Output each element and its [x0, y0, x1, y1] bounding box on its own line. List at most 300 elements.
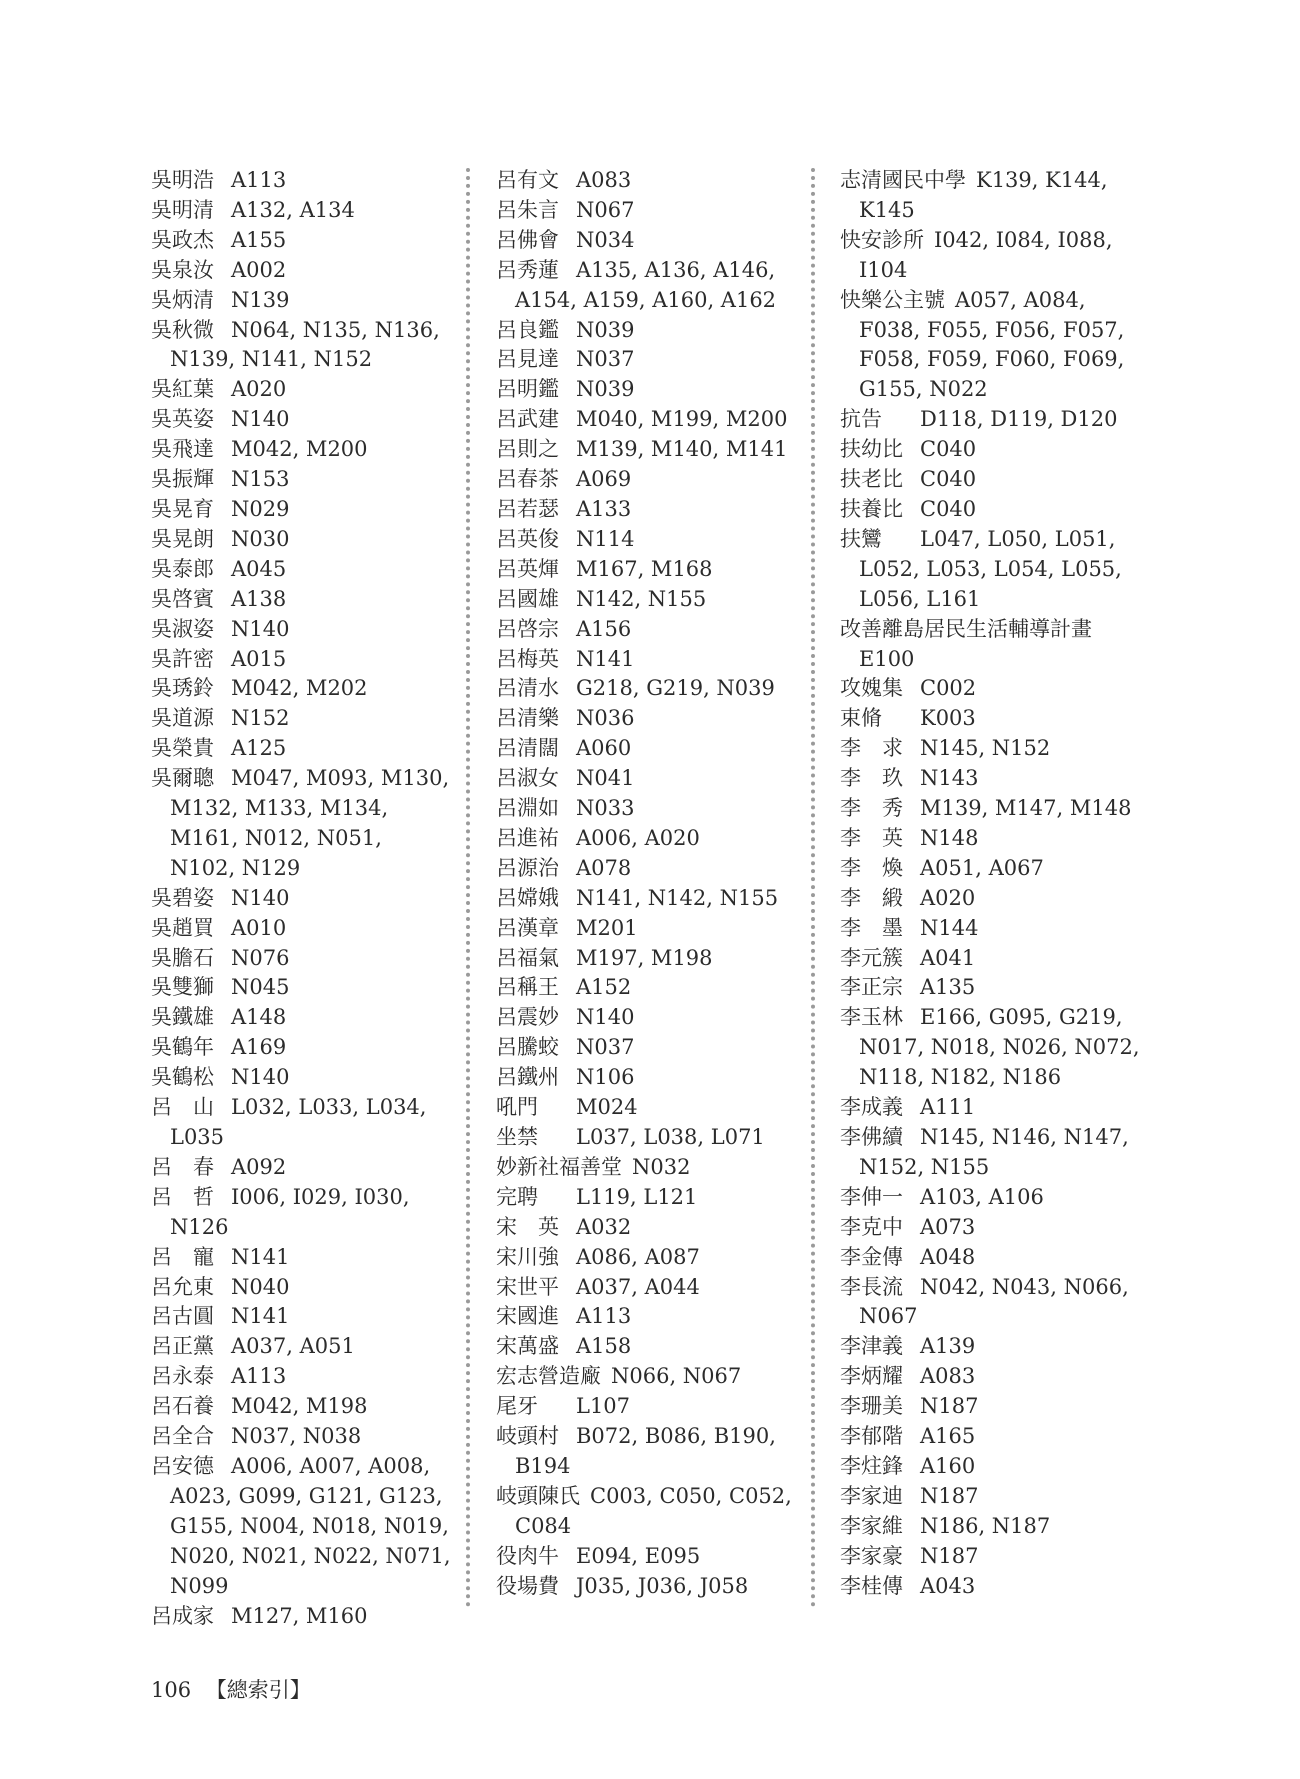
index-refs: J035, J036, J058	[576, 1573, 749, 1598]
index-refs: N187	[920, 1543, 979, 1568]
index-refs: D118, D119, D120	[920, 407, 1118, 432]
index-term: 抗告	[840, 407, 882, 432]
index-term: 吳晃朗	[151, 526, 214, 551]
index-term: 呂 哲	[151, 1184, 214, 1209]
index-entry	[151, 914, 451, 944]
index-term: 李正宗	[840, 975, 903, 1000]
index-entry	[151, 704, 451, 734]
index-term: 李炳耀	[840, 1364, 903, 1389]
index-term: 李 玖	[840, 766, 903, 791]
index-refs: A165	[920, 1424, 976, 1449]
index-refs: N041	[576, 766, 635, 791]
index-refs: A015	[231, 646, 287, 671]
index-term: 吳英姿	[151, 407, 214, 432]
index-refs: A037, A051	[231, 1334, 355, 1359]
index-entry	[496, 495, 796, 525]
index-refs: A045	[231, 556, 287, 581]
index-term: 吳琇鈴	[151, 676, 214, 701]
index-term: 吳振輝	[151, 467, 214, 492]
index-entry	[496, 226, 796, 256]
index-refs: A113	[231, 1364, 287, 1389]
index-entry	[151, 465, 451, 495]
index-refs: N141, N142, N155	[576, 885, 779, 910]
index-term: 快安診所	[840, 227, 924, 252]
index-term: 宋萬盛	[496, 1334, 559, 1359]
index-entry	[496, 854, 796, 884]
index-term: 吳紅葉	[151, 377, 214, 402]
index-refs: A041	[920, 945, 976, 970]
index-entry	[496, 704, 796, 734]
index-refs: N114	[576, 526, 635, 551]
index-entry	[496, 375, 796, 405]
index-refs: N067	[576, 197, 635, 222]
index-entry	[151, 734, 451, 764]
index-refs: A083	[576, 168, 632, 192]
index-term: 呂騰蛟	[496, 1035, 559, 1060]
index-entry	[840, 794, 1140, 824]
index-entry	[151, 1273, 451, 1303]
index-term: 吳泰郎	[151, 556, 214, 581]
index-entry	[840, 854, 1140, 884]
index-entry	[151, 405, 451, 435]
index-term: 李長流	[840, 1274, 903, 1299]
index-term: 呂成家	[151, 1603, 214, 1628]
index-entry	[496, 256, 796, 316]
index-term: 李津義	[840, 1334, 903, 1359]
index-refs: N029	[231, 496, 290, 521]
index-term: 呂則之	[496, 437, 559, 462]
index-entry	[840, 1003, 1140, 1093]
index-refs: N033	[576, 796, 635, 821]
index-term: 尾牙	[496, 1394, 538, 1419]
index-term: 呂震妙	[496, 1005, 559, 1030]
index-term: 岐頭陳氏	[496, 1483, 580, 1508]
index-entry	[496, 1183, 796, 1213]
index-term: 快樂公主號	[840, 287, 945, 312]
index-entry	[151, 256, 451, 286]
index-entry	[840, 1542, 1140, 1572]
index-term: 扶養比	[840, 496, 903, 521]
index-entry	[496, 435, 796, 465]
index-term: 呂若瑟	[496, 496, 559, 521]
index-entry	[840, 1362, 1140, 1392]
index-term: 吳啓賓	[151, 586, 214, 611]
index-refs: N040	[231, 1274, 290, 1299]
index-entry	[496, 914, 796, 944]
index-entry	[496, 1542, 796, 1572]
index-term: 呂嫦娥	[496, 885, 559, 910]
index-refs: M127, M160	[231, 1603, 368, 1628]
index-refs: A132, A134	[231, 197, 355, 222]
index-entry	[840, 1452, 1140, 1482]
index-refs: A125	[231, 736, 287, 761]
index-refs: N153	[231, 467, 290, 492]
index-refs: N140	[231, 885, 290, 910]
index-refs: A073	[920, 1214, 976, 1239]
index-term: 呂正黨	[151, 1334, 214, 1359]
index-term: 吳鶴年	[151, 1035, 214, 1060]
index-term: 呂永泰	[151, 1364, 214, 1389]
index-term: 吳泉汝	[151, 257, 214, 282]
index-refs: N148	[920, 825, 979, 850]
index-entry	[496, 465, 796, 495]
index-refs: N145, N146, N147, N152, N155	[859, 1125, 1129, 1179]
index-refs: M047, M093, M130, M132, M133, M134, M161, N012, N051, N102, N129	[170, 766, 450, 880]
index-refs: N032	[632, 1154, 691, 1179]
index-refs: N030	[231, 526, 290, 551]
index-term: 呂鐵州	[496, 1065, 559, 1090]
index-term: 呂進祐	[496, 825, 559, 850]
index-entry	[151, 435, 451, 465]
index-term: 呂源治	[496, 855, 559, 880]
index-refs: A020	[920, 885, 976, 910]
index-refs: I042, I084, I088, I104	[859, 227, 1113, 282]
index-term: 吳淑姿	[151, 616, 214, 641]
index-entry	[151, 674, 451, 704]
index-entry	[151, 1003, 451, 1033]
index-refs: L032, L033, L034, L035	[170, 1095, 427, 1149]
index-term: 役場費	[496, 1573, 559, 1598]
index-refs: N037	[576, 1035, 635, 1060]
index-entry	[496, 1273, 796, 1303]
index-column-2	[496, 166, 796, 1602]
index-entry	[496, 1302, 796, 1332]
index-refs: A103, A106	[920, 1184, 1044, 1209]
index-entry	[840, 495, 1140, 525]
index-entry	[151, 495, 451, 525]
index-entry	[496, 196, 796, 226]
index-term: 吳道源	[151, 706, 214, 731]
index-term: 宋國進	[496, 1304, 559, 1329]
index-term: 呂淑女	[496, 766, 559, 791]
index-term: 呂梅英	[496, 646, 559, 671]
index-term: 李桂傳	[840, 1573, 903, 1598]
index-term: 呂見達	[496, 347, 559, 372]
index-entry	[496, 645, 796, 675]
index-term: 呂稱王	[496, 975, 559, 1000]
index-entry	[496, 1422, 796, 1482]
index-term: 吳榮貴	[151, 736, 214, 761]
index-refs: N140	[231, 407, 290, 432]
index-refs: M139, M147, M148	[920, 796, 1132, 821]
index-entry	[151, 1332, 451, 1362]
index-refs: A111	[920, 1095, 976, 1120]
index-refs: M167, M168	[576, 556, 713, 581]
index-entry	[840, 1273, 1140, 1333]
index-refs: A113	[231, 168, 287, 192]
index-entry	[151, 196, 451, 226]
index-refs: N187	[920, 1394, 979, 1419]
index-refs: L119, L121	[576, 1184, 698, 1209]
index-term: 呂春茶	[496, 467, 559, 492]
index-term: 宋 英	[496, 1214, 559, 1239]
index-term: 李 秀	[840, 796, 903, 821]
index-term: 李 求	[840, 736, 903, 761]
index-entry	[840, 1512, 1140, 1542]
index-term: 李伸一	[840, 1184, 903, 1209]
index-refs: N141	[231, 1244, 290, 1269]
index-refs: A051, A067	[920, 855, 1044, 880]
index-entry	[151, 1392, 451, 1422]
page-number: 106	[151, 1678, 192, 1702]
index-entry	[840, 1482, 1140, 1512]
index-entry	[496, 405, 796, 435]
index-refs: A020	[231, 377, 287, 402]
index-entry	[496, 1392, 796, 1422]
index-term: 李珊美	[840, 1394, 903, 1419]
index-term: 吳碧姿	[151, 885, 214, 910]
index-refs: C040	[920, 467, 977, 492]
index-term: 呂朱言	[496, 197, 559, 222]
index-entry	[496, 764, 796, 794]
index-entry	[840, 435, 1140, 465]
index-entry	[151, 1063, 451, 1093]
index-refs: N141	[231, 1304, 290, 1329]
index-column-1	[151, 166, 451, 1631]
index-term: 呂佛會	[496, 227, 559, 252]
index-entry	[151, 585, 451, 615]
index-entry	[151, 884, 451, 914]
index-entry	[840, 1093, 1140, 1123]
index-entry	[840, 734, 1140, 764]
index-entry	[840, 1332, 1140, 1362]
index-refs: A060	[576, 736, 632, 761]
index-term: 坐禁	[496, 1125, 538, 1149]
index-entry	[496, 1063, 796, 1093]
index-entry	[496, 555, 796, 585]
index-term: 宋世平	[496, 1274, 559, 1299]
index-refs: M024	[576, 1095, 638, 1120]
index-refs: A002	[231, 257, 287, 282]
index-entry	[840, 226, 1140, 286]
column-divider	[811, 168, 815, 1608]
column-divider	[466, 168, 470, 1608]
index-term: 呂清樂	[496, 706, 559, 731]
index-term: 呂福氣	[496, 945, 559, 970]
index-term: 吳政杰	[151, 227, 214, 252]
index-refs: A152	[576, 975, 632, 1000]
index-term: 役肉牛	[496, 1543, 559, 1568]
index-refs: C002	[920, 676, 977, 701]
index-term: 李佛續	[840, 1125, 903, 1149]
index-entry	[496, 674, 796, 704]
index-term: 呂英煇	[496, 556, 559, 581]
index-entry	[496, 1003, 796, 1033]
index-refs: L047, L050, L051, L052, L053, L054, L055, L056, L161	[859, 526, 1122, 611]
index-term: 扶老比	[840, 467, 903, 492]
index-term: 吳明清	[151, 197, 214, 222]
index-term: 李金傳	[840, 1244, 903, 1269]
index-refs: A006, A020	[576, 825, 700, 850]
index-entry	[840, 973, 1140, 1003]
index-term: 扶幼比	[840, 437, 903, 462]
index-entry	[496, 1093, 796, 1123]
index-entry	[840, 615, 1140, 675]
index-refs: N144	[920, 915, 979, 940]
index-term: 吳鶴松	[151, 1065, 214, 1090]
index-term: 岐頭村	[496, 1424, 559, 1449]
index-refs: L107	[576, 1394, 631, 1419]
index-entry	[840, 1123, 1140, 1183]
index-entry	[840, 1213, 1140, 1243]
index-entry	[840, 286, 1140, 406]
index-entry	[496, 316, 796, 346]
index-term: 李家豪	[840, 1543, 903, 1568]
index-refs: A135, A136, A146, A154, A159, A160, A162	[515, 257, 777, 312]
index-refs: A160	[920, 1453, 976, 1478]
index-entry	[151, 615, 451, 645]
index-term: 吳鐵雄	[151, 1005, 214, 1030]
index-refs: A139	[920, 1334, 976, 1359]
index-refs: N039	[576, 317, 635, 342]
index-refs: K003	[920, 706, 976, 731]
index-entry	[496, 345, 796, 375]
index-refs: A092	[231, 1154, 287, 1179]
index-term: 呂清闊	[496, 736, 559, 761]
index-refs: C040	[920, 437, 977, 462]
index-refs: N141	[576, 646, 635, 671]
index-entry	[840, 704, 1140, 734]
index-refs: A148	[231, 1005, 287, 1030]
index-entry	[496, 824, 796, 854]
index-entry	[496, 1572, 796, 1602]
index-entry	[496, 615, 796, 645]
index-term: 呂明鑑	[496, 377, 559, 402]
index-refs: N145, N152	[920, 736, 1051, 761]
index-term: 志清國民中學	[840, 168, 966, 192]
index-entry	[840, 1422, 1140, 1452]
index-entry	[151, 555, 451, 585]
index-entry	[840, 1392, 1140, 1422]
index-refs: N140	[231, 1065, 290, 1090]
index-entry	[151, 286, 451, 316]
index-term: 呂 山	[151, 1095, 214, 1120]
index-entry	[151, 226, 451, 256]
index-term: 呂漢章	[496, 915, 559, 940]
index-entry	[496, 1033, 796, 1063]
index-term: 吳膽石	[151, 945, 214, 970]
index-refs: M201	[576, 915, 638, 940]
index-term: 李家維	[840, 1513, 903, 1538]
index-term: 束脩	[840, 706, 882, 731]
index-refs: A155	[231, 227, 287, 252]
index-term: 李 墨	[840, 915, 903, 940]
index-entry	[840, 1572, 1140, 1602]
index-refs: K139, K144, K145	[859, 168, 1108, 222]
index-refs: N076	[231, 945, 290, 970]
index-term: 李元簇	[840, 945, 903, 970]
index-entry	[151, 1153, 451, 1183]
index-term: 呂古圓	[151, 1304, 214, 1329]
index-refs: N039	[576, 377, 635, 402]
index-entry	[840, 465, 1140, 495]
index-entry	[151, 1243, 451, 1273]
index-term: 呂 寵	[151, 1244, 214, 1269]
index-term: 呂石養	[151, 1394, 214, 1419]
index-refs: E094, E095	[576, 1543, 701, 1568]
index-refs: A086, A087	[576, 1244, 700, 1269]
index-entry	[496, 944, 796, 974]
index-refs: A113	[576, 1304, 632, 1329]
index-refs: N140	[231, 616, 290, 641]
index-term: 吳雙獅	[151, 975, 214, 1000]
index-term: 呂全合	[151, 1424, 214, 1449]
index-entry	[151, 1452, 451, 1602]
index-refs: M042, M200	[231, 437, 368, 462]
index-entry	[151, 1302, 451, 1332]
index-term: 吳秋微	[151, 317, 214, 342]
index-entry	[496, 585, 796, 615]
index-refs: N106	[576, 1065, 635, 1090]
index-entry	[151, 375, 451, 405]
index-refs: G218, G219, N039	[576, 676, 775, 701]
index-refs: M040, M199, M200	[576, 407, 788, 432]
index-term: 扶鸞	[840, 526, 882, 551]
index-entry	[840, 525, 1140, 615]
index-term: 李郁階	[840, 1424, 903, 1449]
index-entry	[151, 1362, 451, 1392]
index-entry	[151, 1093, 451, 1153]
index-refs: N187	[920, 1483, 979, 1508]
index-refs: N037	[576, 347, 635, 372]
index-entry	[496, 734, 796, 764]
index-term: 呂啓宗	[496, 616, 559, 641]
index-entry	[151, 166, 451, 196]
index-refs: C003, C050, C052, C084	[515, 1483, 792, 1538]
index-term: 李 緞	[840, 885, 903, 910]
index-term: 呂安德	[151, 1453, 214, 1478]
index-entry	[151, 1183, 451, 1243]
index-refs: A169	[231, 1035, 287, 1060]
index-entry	[496, 1482, 796, 1542]
index-refs: M042, M198	[231, 1394, 368, 1419]
index-refs: A133	[576, 496, 632, 521]
index-refs: N045	[231, 975, 290, 1000]
index-refs: A010	[231, 915, 287, 940]
index-entry	[840, 405, 1140, 435]
index-refs: M042, M202	[231, 676, 368, 701]
index-refs: A032	[576, 1214, 632, 1239]
index-refs: A069	[576, 467, 632, 492]
index-refs: A158	[576, 1334, 632, 1359]
index-term: 李成義	[840, 1095, 903, 1120]
index-entry	[496, 884, 796, 914]
index-entry	[151, 764, 451, 884]
index-term: 吳趙買	[151, 915, 214, 940]
index-entry	[840, 166, 1140, 226]
index-term: 李克中	[840, 1214, 903, 1239]
index-refs: A037, A044	[576, 1274, 700, 1299]
index-entry	[496, 525, 796, 555]
index-entry	[151, 645, 451, 675]
index-term: 吼門	[496, 1095, 538, 1120]
index-entry	[151, 525, 451, 555]
index-refs: N037, N038	[231, 1424, 362, 1449]
index-entry	[840, 764, 1140, 794]
index-entry	[496, 1153, 796, 1183]
index-refs: C040	[920, 496, 977, 521]
index-entry	[840, 674, 1140, 704]
index-entry	[496, 1332, 796, 1362]
index-term: 李家迪	[840, 1483, 903, 1508]
index-refs: A006, A007, A008, A023, G099, G121, G123, G155, N004, N018, N019, N020, N021, N022, N071, N099	[170, 1453, 451, 1598]
index-term: 呂 春	[151, 1154, 214, 1179]
index-term: 李 英	[840, 825, 903, 850]
index-refs: N140	[576, 1005, 635, 1030]
index-entry	[151, 973, 451, 1003]
index-term: 李玉林	[840, 1005, 903, 1030]
index-entry	[496, 1213, 796, 1243]
